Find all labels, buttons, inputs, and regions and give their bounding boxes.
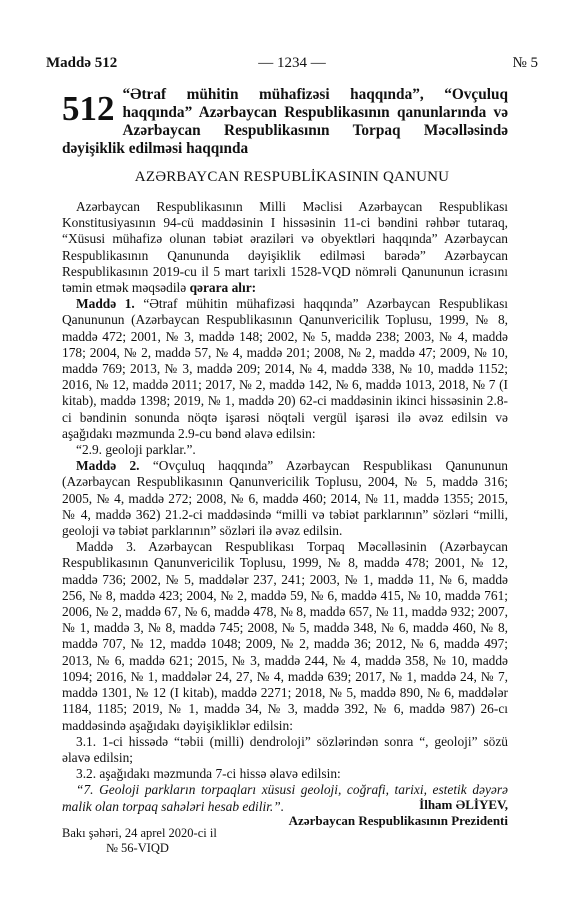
place-date: Bakı şəhəri, 24 aprel 2020-ci il: [62, 826, 217, 840]
document-body: [62, 199, 508, 815]
preamble-text: Azərbaycan Respublikasının Milli Məclisi Azərbaycan Respublikası Konstitusiyasının 94-cü maddəsinin I hissəsinin 11-ci bəndini rəhbər tutaraq, “Xüsusi mühafizə olunan təbiət əraziləri və obyektləri haqqında” Azərbaycan Respublikasının Qanununda dəyişiklik edilməsi barədə” Azərbaycan Respublikasının 2019-cu il 5 mart tarixli 1528-VQD nömrəli Qanununun icrasını təmin etmək məqsədilə: [62, 199, 508, 296]
signatory-name: İlham ƏLİYEV,: [419, 797, 508, 812]
article-2-label: Maddə 2.: [76, 458, 140, 474]
title-number: 512: [62, 89, 115, 128]
document-title: [62, 86, 508, 158]
article-2-text: “Ovçuluq haqqında” Azərbaycan Respublikası Qanununun (Azərbaycan Respublikasının Qanunvericilik Toplusu, 2004, № 5, maddə 316; 2005, № 4, maddə 272; 2008, № 6, maddə 460; 2014, № 11, maddə 1355; 2015, № 4, maddə 362) 21.2-ci maddəsində “milli və təbiət parklarının” sözləri “milli, geoloji və təbiət parklarının” sözləri ilə əvəz edilsin.: [62, 458, 508, 539]
article-3-quote: “7. Geoloji parkların torpaqları xüsusi geoloji, coğrafi, tarixi, estetik dəyərə malik olan torpaq sahələri hesab edilir.”.: [62, 782, 508, 814]
article-2-paragraph: [62, 458, 508, 539]
page-header: [46, 55, 538, 77]
title-text: “Ətraf mühitin mühafizəsi haqqında”, “Ovçuluq haqqında” Azərbaycan Respublikasının qanunlarında və Azərbaycan Respublikasının Torpaq Məcəlləsində dəyişiklik edilməsi haqqında: [62, 86, 508, 157]
article-1-quote: “2.9. geoloji parklar.”.: [76, 442, 196, 458]
issue-number: № 5: [512, 55, 538, 71]
article-3-item-2: 3.2. aşağıdakı məzmunda 7-ci hissə əlavə edilsin:: [76, 766, 341, 782]
signatory-title: Azərbaycan Respublikasının Prezidenti: [288, 813, 508, 828]
signature-block: [289, 797, 508, 829]
preamble-emphasis: qərara alır:: [189, 280, 257, 296]
article-reference: Maddə 512: [46, 55, 118, 71]
law-number: № 56-VIQD: [106, 841, 169, 855]
article-3-paragraph: Maddə 3. Azərbaycan Respublikası Torpaq Məcəlləsinin (Azərbaycan Respublikasının Qanunvericilik Toplusu, 1999, № 8, maddə 478; 2001, № 12, maddə 736; 2002, № 5, maddələr 237, 241; 2003, № 1, maddə 11, № 6, maddə 256, № 8, maddə 423; 2004, № 2, maddə 59, № 6, maddə 415, № 10, maddə 761; 2006, № 2, maddə 67, № 6, maddə 478, № 8, maddə 657, № 11, maddə 932; 2007, № 1, maddə 3, № 8, maddə 745; 2008, № 5, maddə 348, № 6, maddə 460, № 8, maddə 707, № 12, maddə 1048; 2009, № 2, maddə 36; 2012, № 6, maddə 497; 2013, № 6, maddə 621; 2015, № 3, maddə 244, № 4, maddə 358, № 10, maddə 1094; 2016, № 1, maddələr 24, 27, № 4, maddə 639; 2017, № 1, maddə 24, № 7, maddə 1301, № 12 (I kitab), maddə 2271; 2018, № 5, maddə 890, № 6, maddələr 1184, 1185; 2019, № 1, maddə 34, № 3, maddə 392, № 6, maddə 987) 26-cı maddəsində aşağıdakı dəyişikliklər edilsin:: [62, 539, 508, 733]
preamble-paragraph: [62, 199, 508, 296]
place-date-block: [62, 826, 217, 856]
article-1-paragraph: [62, 296, 508, 442]
article-3-item-1: 3.1. 1-ci hissədə “təbii (milli) dendroloji” sözlərindən sonra “, geoloji” sözü əlavə edilsin;: [62, 733, 508, 765]
law-heading: AZƏRBAYCAN RESPUBLİKASININ QANUNU: [134, 169, 450, 185]
article-1-label: Maddə 1.: [76, 296, 135, 312]
page-number: — 1234 —: [258, 55, 326, 71]
article-1-text: “Ətraf mühitin mühafizəsi haqqında” Azərbaycan Respublikası Qanununun (Azərbaycan Respublikasının Qanunvericilik Toplusu, 1999, № 8, maddə 472; 2001, № 3, maddə 148; 2002, № 5, maddə 238; 2003, № 4, maddə 178; 2004, № 2, maddə 57, № 4, maddə 201; 2008, № 2, maddə 47; 2009, № 10, maddə 769; 2013, № 3, maddə 209; 2014, № 4, maddə 338, № 10, maddə 1152; 2016, № 12, maddə 2011; 2017, № 2, maddə 142, № 6, maddə 1013, 2018, № 7 (I kitab), maddə 1398; 2019, № 1, maddə 20) 62-ci maddəsinin ikinci hissəsinin 2.8-ci bəndinin sonunda nöqtə işarəsi nöqtəli vergül işarəsi ilə əvəz edilsin və aşağıdakı məzmunda 2.9-cu bənd əlavə edilsin:: [62, 296, 508, 441]
